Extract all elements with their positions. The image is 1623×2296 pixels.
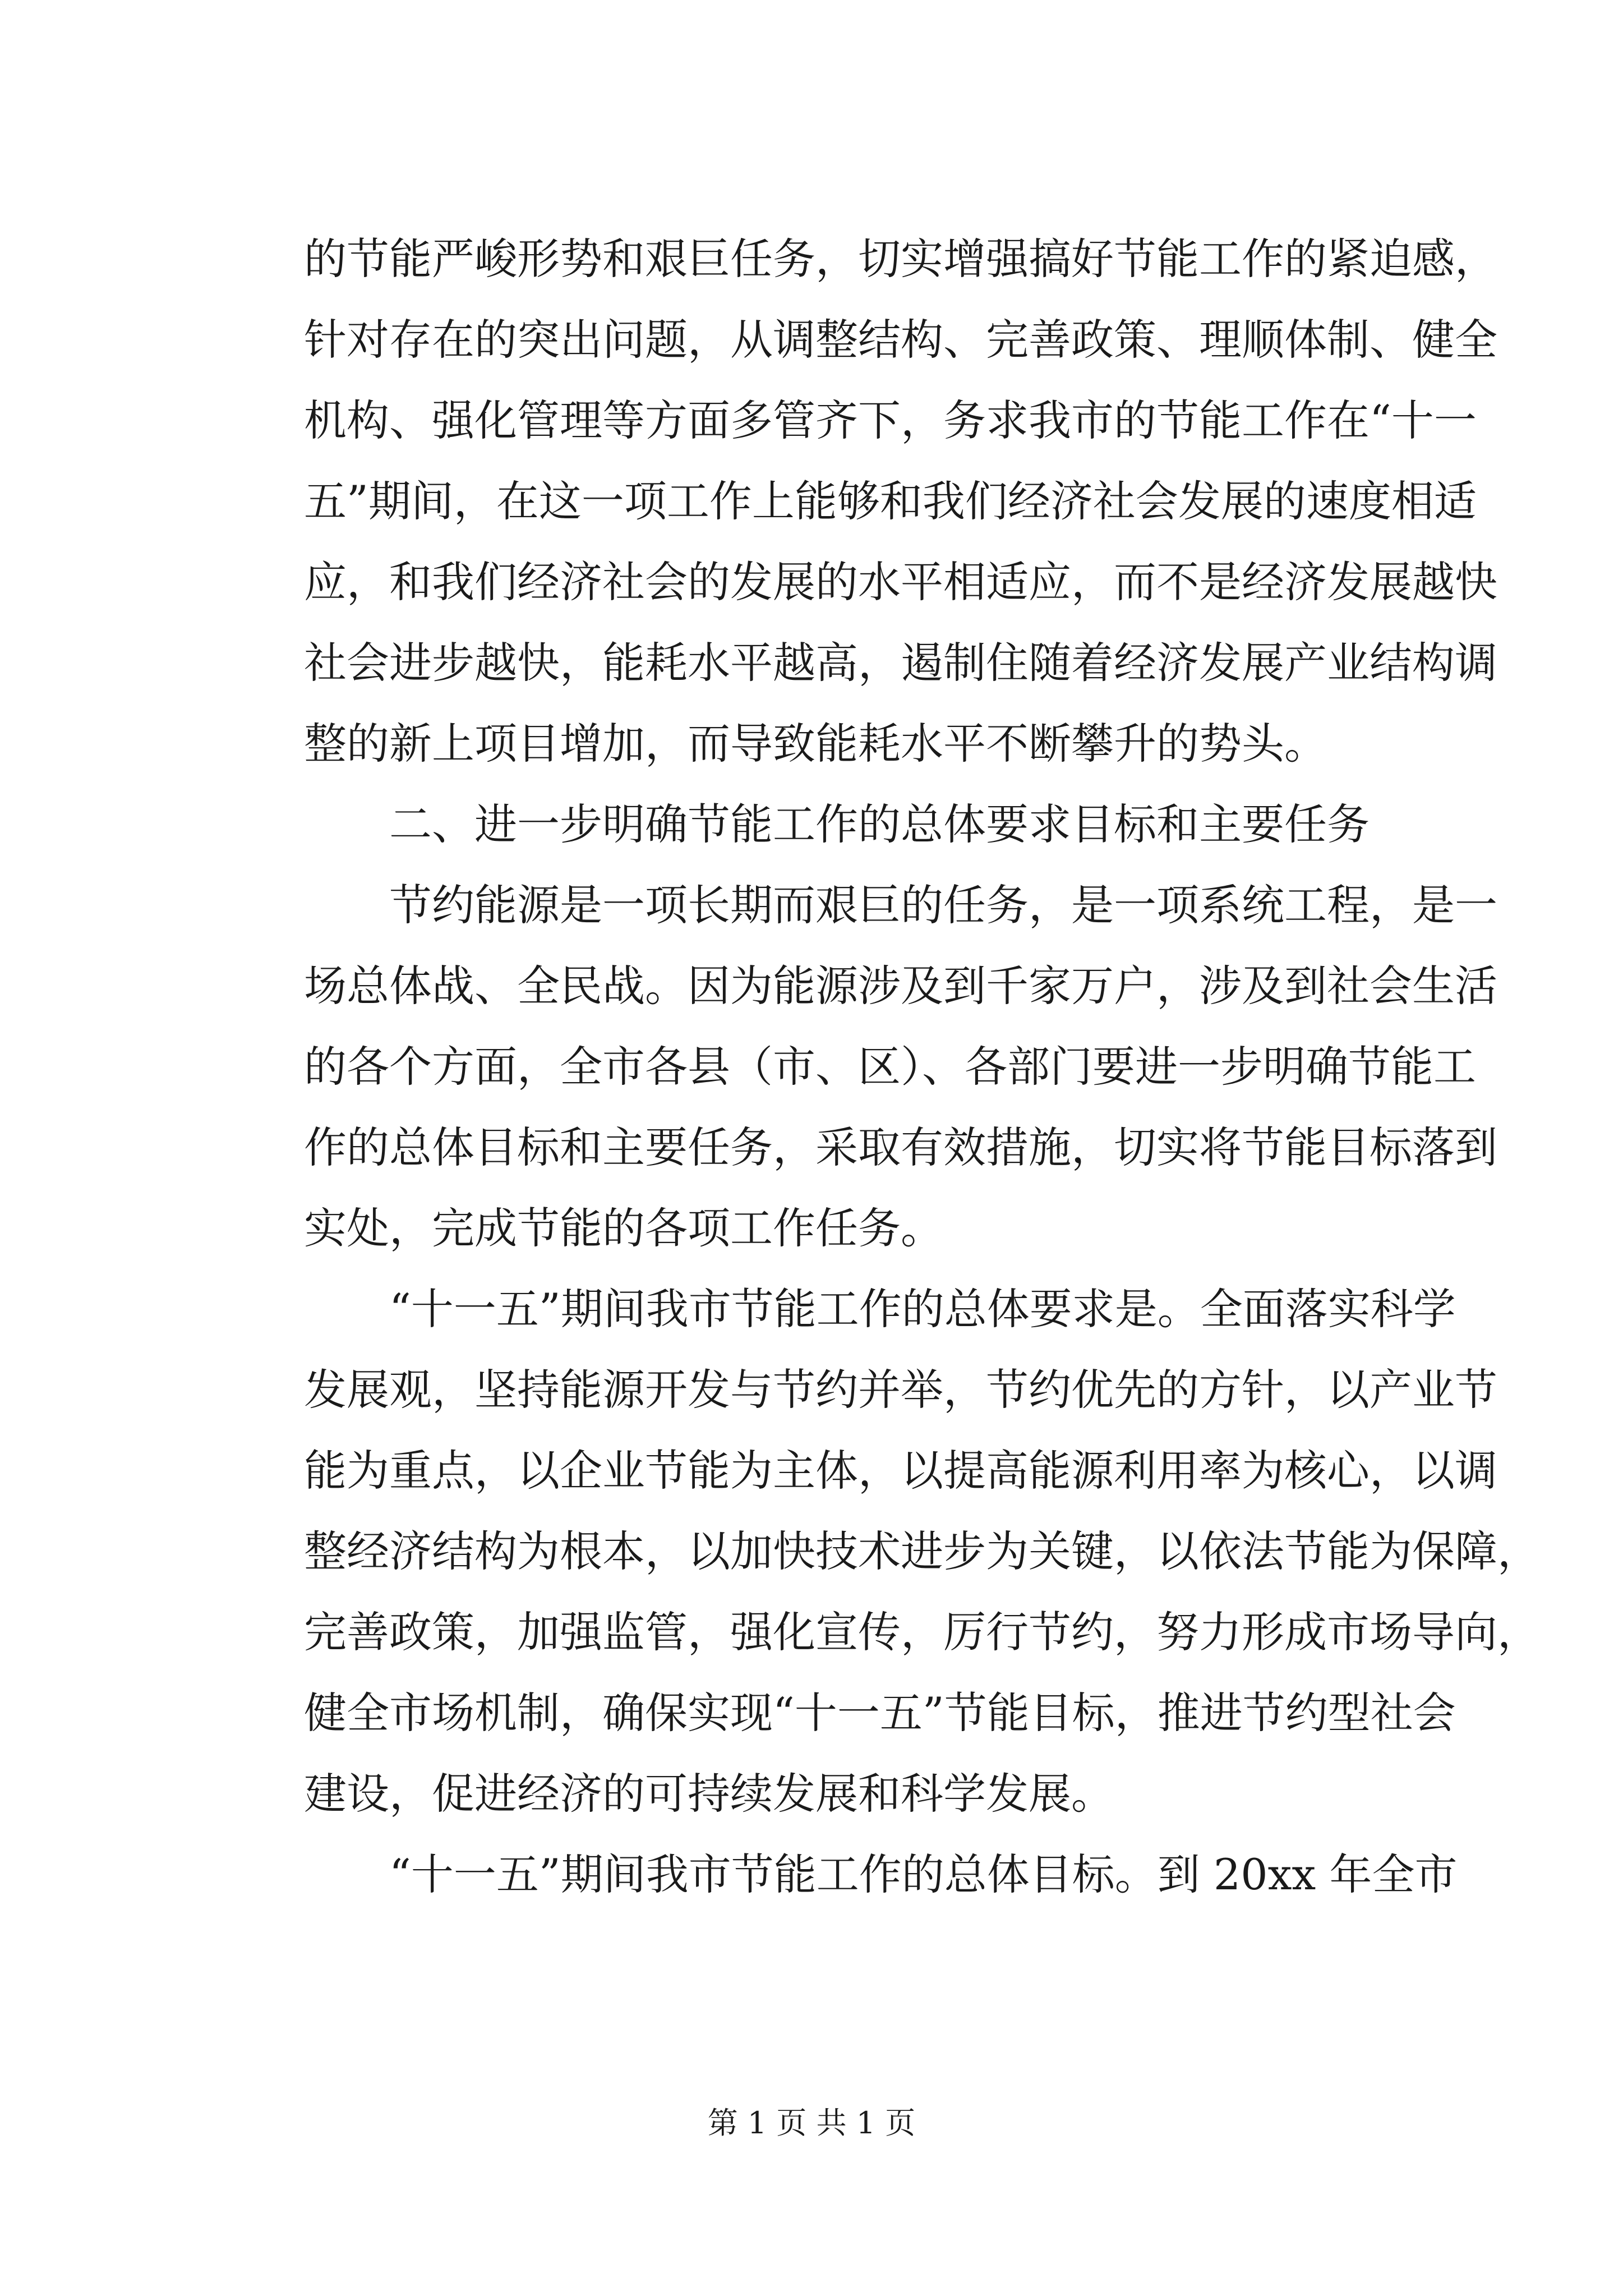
- document-body: [304, 219, 1540, 1915]
- text-line: 整经济结构为根本，以加快技术进步为关键，以依法节能为保障，: [304, 1526, 1540, 1576]
- text-line: 应，和我们经济社会的发展的水平相适应，而不是经济发展越快: [304, 557, 1497, 607]
- text-line: 发展观，坚持能源开发与节约并举，节约优先的方针，以产业节: [304, 1365, 1497, 1415]
- text-line: “十一五”期间我市节能工作的总体要求是。全面落实科学: [389, 1284, 1456, 1334]
- text-line: 能为重点，以企业节能为主体，以提高能源利用率为核心，以调: [304, 1446, 1497, 1496]
- text-line: 二、进一步明确节能工作的总体要求目标和主要任务: [389, 799, 1370, 849]
- text-line: “十一五”期间我市节能工作的总体目标。到 20xx 年全市: [389, 1849, 1458, 1899]
- page-footer: 第 1 页 共 1 页: [707, 2105, 916, 2141]
- text-line: 机构、强化管理等方面多管齐下，务求我市的节能工作在“十一: [304, 395, 1477, 445]
- text-line: 实处，完成节能的各项工作任务。: [304, 1203, 943, 1253]
- text-line: 作的总体目标和主要任务，采取有效措施，切实将节能目标落到: [304, 1122, 1497, 1172]
- text-line: 整的新上项目增加，而导致能耗水平不断攀升的势头。: [304, 719, 1327, 769]
- text-line: 健全市场机制，确保实现“十一五”节能目标，推进节约型社会: [304, 1688, 1456, 1738]
- text-line: 社会进步越快，能耗水平越高，遏制住随着经济发展产业结构调: [304, 638, 1497, 688]
- text-line: 完善政策，加强监管，强化宣传，厉行节约，努力形成市场导向，: [304, 1607, 1540, 1657]
- text-line: 五”期间，在这一项工作上能够和我们经济社会发展的速度相适: [304, 476, 1477, 526]
- text-line: 场总体战、全民战。因为能源涉及到千家万户，涉及到社会生活: [304, 961, 1497, 1011]
- text-line: 建设，促进经济的可持续发展和科学发展。: [304, 1769, 1114, 1819]
- text-line: 针对存在的突出问题，从调整结构、完善政策、理顺体制、健全: [304, 315, 1497, 365]
- text-line: 的节能严峻形势和艰巨任务，切实增强搞好节能工作的紧迫感，: [304, 234, 1497, 284]
- text-line: 节约能源是一项长期而艰巨的任务，是一项系统工程，是一: [389, 880, 1497, 930]
- text-line: 的各个方面，全市各县（市、区）、各部门要进一步明确节能工: [304, 1042, 1476, 1092]
